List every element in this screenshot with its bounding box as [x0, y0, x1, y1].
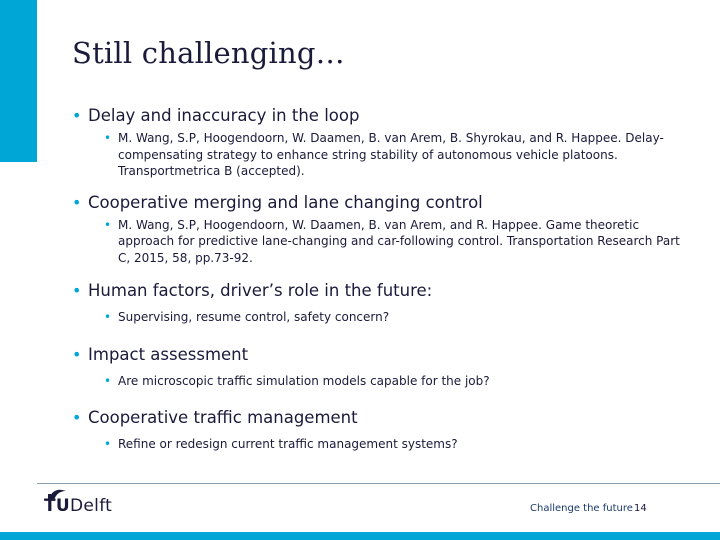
- bullet-dot-icon: •: [104, 217, 112, 232]
- bullet-dot-icon: •: [104, 310, 112, 324]
- bullet-dot-icon: •: [72, 408, 82, 427]
- bullet-item: [72, 344, 712, 365]
- sub-bullet-item: [72, 130, 688, 180]
- slide-content: [72, 105, 712, 453]
- bullet-text: Impact assessment: [88, 344, 249, 364]
- accent-bar: [0, 0, 37, 162]
- sub-bullet-item: [72, 309, 688, 326]
- sub-bullet-text: Are microscopic traffic simulation models capable for the job?: [118, 373, 490, 388]
- bullet-dot-icon: •: [104, 373, 112, 388]
- logo-tu-text: TU: [44, 496, 71, 516]
- bullet-dot-icon: •: [104, 131, 112, 145]
- page-number: 14: [634, 503, 647, 514]
- bullet-item: [72, 407, 712, 428]
- sub-bullet-text: Supervising, resume control, safety concern?: [118, 310, 390, 324]
- sub-bullet-text: M. Wang, S.P, Hoogendoorn, W. Daamen, B. van Arem, B. Shyrokau, and R. Happee. Delay-compensating strategy to enhance string stability of autonomous vehicle platoons. Transportmetrica B (accepted).: [118, 131, 664, 178]
- bullet-item: [72, 192, 712, 213]
- bullet-text: Cooperative merging and lane changing control: [88, 192, 483, 212]
- bullet-item: [72, 105, 712, 126]
- bullet-item: [72, 280, 712, 301]
- bullet-dot-icon: •: [104, 437, 112, 451]
- bullet-text: Cooperative traffic management: [88, 408, 358, 427]
- logo-delft-text: Delft: [70, 496, 113, 516]
- bullet-dot-icon: •: [72, 106, 82, 125]
- footer-divider: [37, 483, 720, 484]
- sub-bullet-item: [72, 373, 688, 390]
- bullet-dot-icon: •: [72, 192, 82, 212]
- footer-tagline: Challenge the future: [530, 503, 633, 514]
- sub-bullet-text: Refine or redesign current traffic management systems?: [118, 437, 458, 451]
- bullet-text: Human factors, driver’s role in the future:: [88, 281, 433, 300]
- sub-bullet-text: M. Wang, S.P, Hoogendoorn, W. Daamen, B. van Arem, and R. Happee. Game theoretic approach for predictive lane-changing and car-following control. Transportation Research Part C, 2015, 58, pp.73-92.: [118, 217, 680, 265]
- bottom-accent-bar: [0, 532, 720, 540]
- slide-title: Still challenging…: [72, 36, 345, 70]
- bullet-text: Delay and inaccuracy in the loop: [88, 106, 360, 125]
- sub-bullet-item: [72, 217, 688, 267]
- tu-delft-logo: [44, 496, 112, 516]
- bullet-dot-icon: •: [72, 281, 82, 300]
- bullet-dot-icon: •: [72, 344, 82, 364]
- sub-bullet-item: [72, 436, 688, 453]
